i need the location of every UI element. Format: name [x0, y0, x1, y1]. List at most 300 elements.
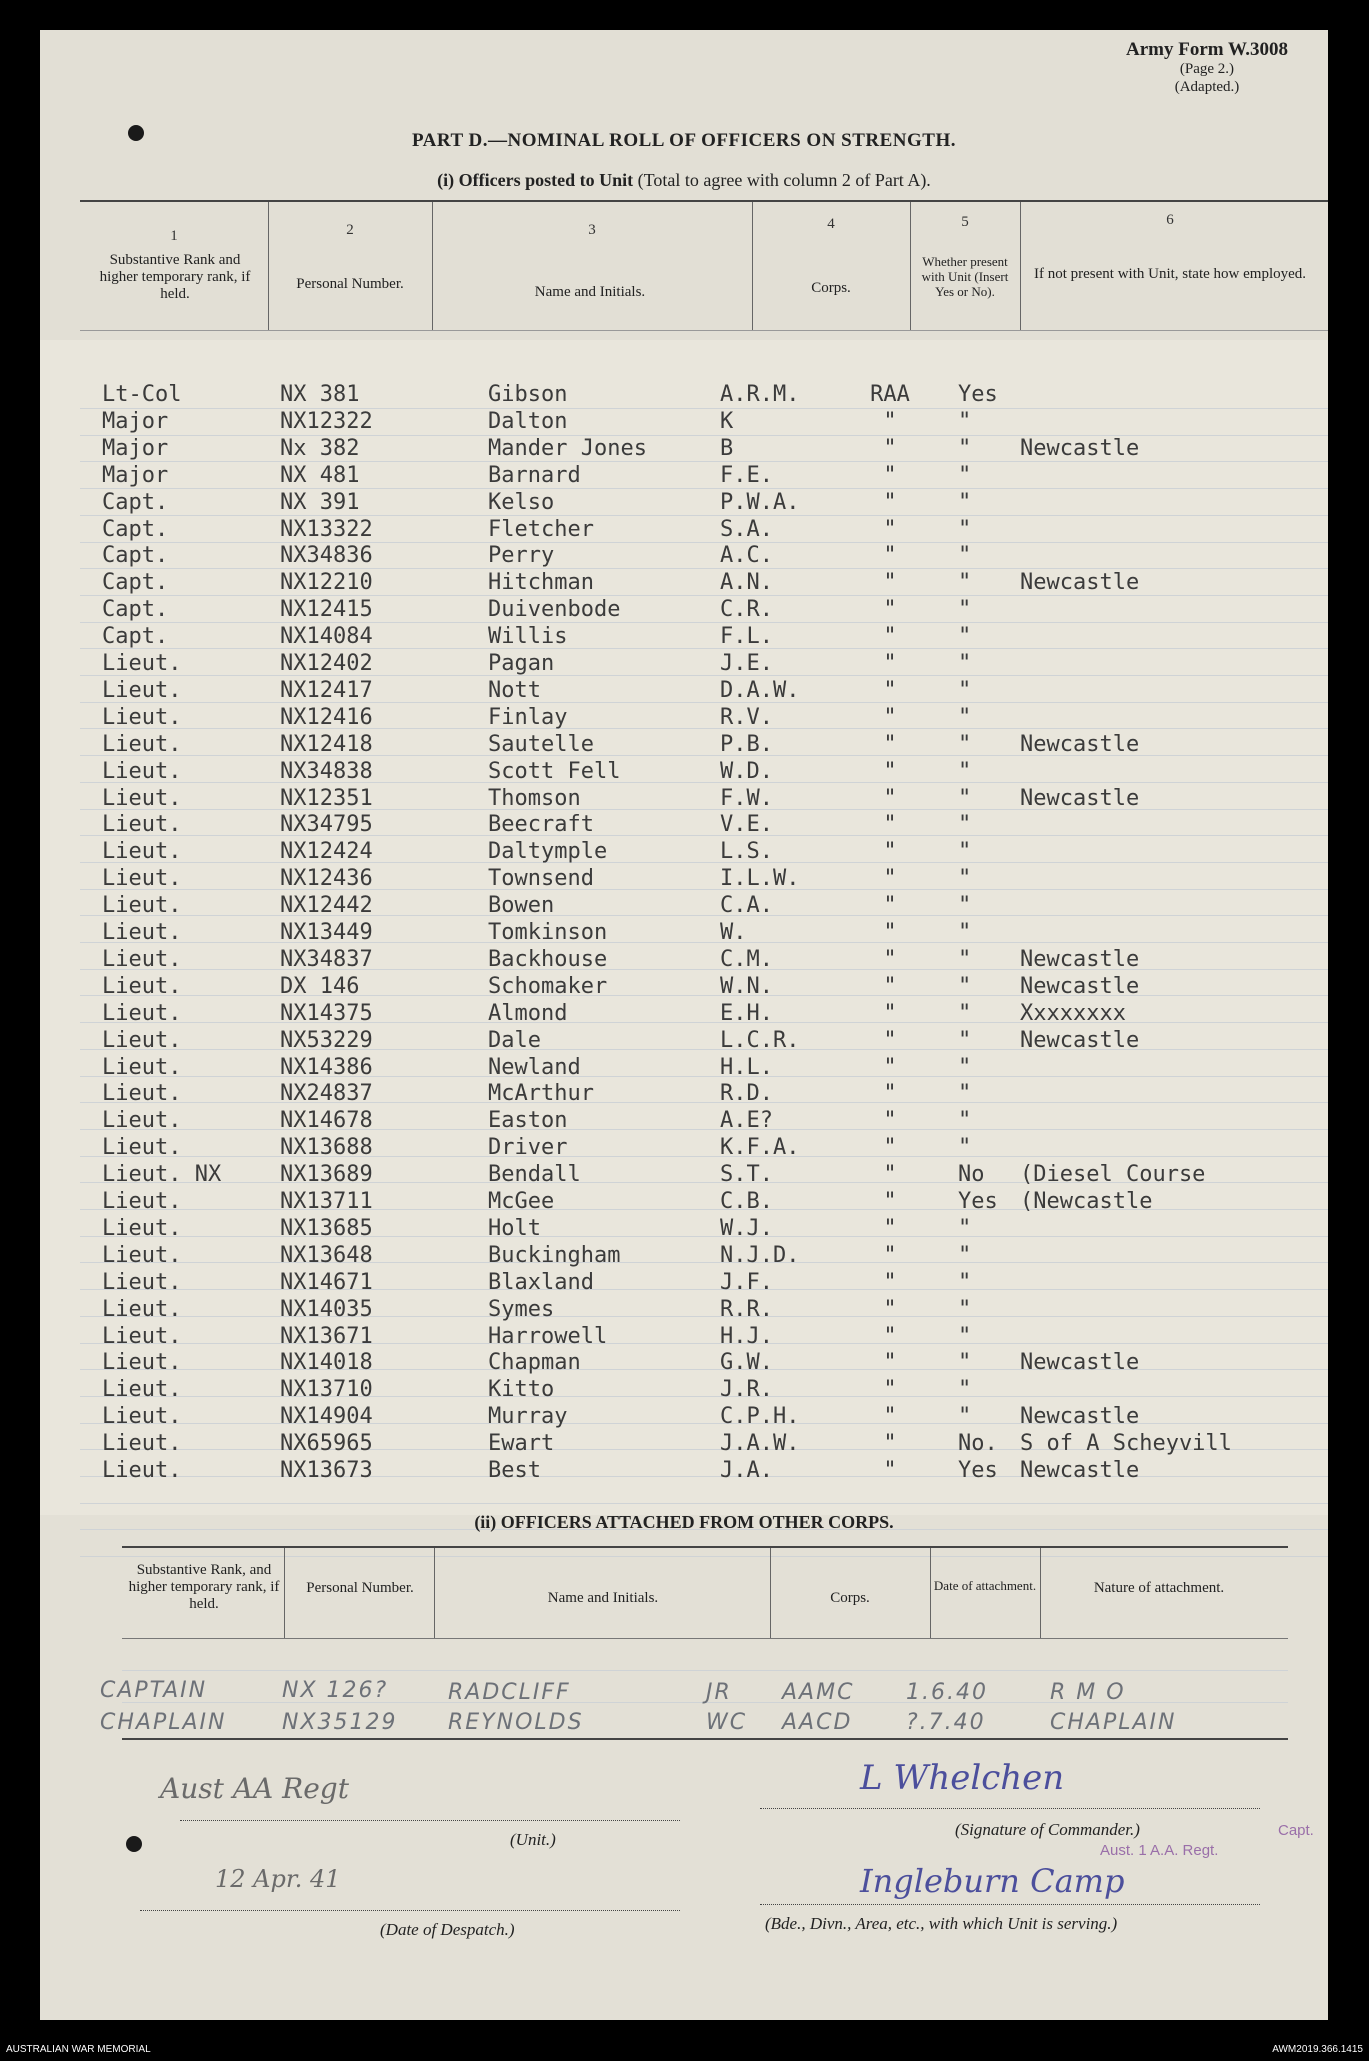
cell-name: Holt [488, 1215, 541, 1241]
cell-corps: RAA [870, 382, 910, 407]
cell-employed: S of A Scheyvill [1020, 1431, 1232, 1457]
cell-number: NX 481 [280, 462, 360, 488]
cell-present: " [958, 839, 972, 865]
cell-corps: " [883, 1189, 897, 1214]
cell-corps: " [883, 677, 897, 703]
cell-number: NX12351 [280, 785, 373, 811]
cell-name: Newland [488, 1054, 581, 1080]
table-row [40, 920, 1328, 947]
cell-corps: " [883, 812, 897, 838]
cell-name: Bowen [488, 893, 555, 919]
cell-rank: Lieut. [102, 704, 182, 730]
cell-rank: Lieut. [102, 1027, 182, 1053]
cell-corps: " [883, 1350, 897, 1376]
cell-present: " [958, 651, 972, 676]
cell-corps: " [883, 785, 897, 811]
cell-corps: " [883, 624, 897, 650]
table-row [40, 759, 1328, 786]
cell-present: Yes [958, 1458, 998, 1483]
cell-name: Chapman [488, 1350, 581, 1376]
cell-employed: Xxxxxxxx [1020, 1000, 1126, 1026]
cell-present: " [958, 946, 972, 972]
cell-employed: Newcastle [1020, 946, 1140, 972]
cell-number: NX65965 [280, 1431, 373, 1457]
cell-present: " [958, 570, 972, 596]
table-row [40, 1297, 1328, 1324]
cell-present: " [958, 462, 972, 488]
cell-initials: R.V. [720, 704, 773, 730]
cell-name: Duivenbode [488, 597, 621, 623]
cell-rank: Lieut. [102, 1269, 182, 1295]
cell-rank: Lieut. [102, 1135, 182, 1161]
cell-rank: Lieut. [102, 893, 182, 919]
s2-row2-name: REYNOLDS [448, 1710, 584, 1735]
cell-number: NX13710 [280, 1377, 373, 1403]
part-subtitle [40, 170, 1328, 191]
cell-present: " [958, 624, 972, 650]
table-row [40, 1108, 1328, 1135]
location-handwritten: Ingleburn Camp [860, 1862, 1125, 1900]
cell-name: Willis [488, 624, 568, 650]
table-row [40, 1270, 1328, 1297]
table-row [40, 1162, 1328, 1189]
cell-name: Dale [488, 1027, 541, 1053]
section2-header-rule [122, 1638, 1288, 1639]
cell-name: Blaxland [488, 1269, 594, 1295]
cell-present: " [958, 812, 972, 838]
cell-rank: Lieut. [102, 839, 182, 865]
cell-initials: S.T. [720, 1162, 773, 1188]
cell-name: Kitto [488, 1377, 555, 1403]
s2-row2-corps: AACD [782, 1710, 853, 1735]
cell-present: " [958, 785, 972, 811]
cell-initials: C.R. [720, 597, 773, 623]
cell-present: " [958, 1054, 972, 1080]
unit-caption: (Unit.) [510, 1830, 556, 1849]
cell-corps: " [883, 1081, 897, 1107]
signature-caption: (Signature of Commander.) [955, 1820, 1140, 1839]
cell-initials: C.P.H. [720, 1404, 800, 1430]
cell-corps: " [883, 1108, 897, 1134]
cell-present: " [958, 758, 972, 784]
col-2-number: 2 [346, 222, 354, 238]
punch-hole [126, 1836, 142, 1852]
cell-rank: Lieut. [102, 651, 182, 676]
cell-initials: B [720, 435, 734, 461]
cell-rank: Lieut. [102, 1350, 182, 1376]
table-row [40, 1081, 1328, 1108]
cell-present: " [958, 973, 972, 999]
cell-present: No [958, 1162, 985, 1188]
cell-corps: " [883, 597, 897, 623]
cell-initials: G.W. [720, 1350, 773, 1376]
table-row [40, 974, 1328, 1001]
cell-present: " [958, 1108, 972, 1134]
cell-number: NX12416 [280, 704, 373, 730]
cell-corps: " [883, 1135, 897, 1161]
cell-name: Daltymple [488, 839, 608, 865]
cell-initials: J.E. [720, 651, 773, 676]
table-row [40, 490, 1328, 517]
cell-present: " [958, 1242, 972, 1268]
cell-rank: Lieut. [102, 1323, 182, 1349]
cell-employed: Newcastle [1020, 1027, 1140, 1053]
cell-present: " [958, 1081, 972, 1107]
cell-employed: Newcastle [1020, 973, 1140, 999]
cell-employed: Newcastle [1020, 731, 1140, 757]
cell-present: " [958, 893, 972, 919]
punch-hole [128, 125, 144, 141]
cell-name: Fletcher [488, 516, 594, 542]
cell-initials: H.L. [720, 1054, 773, 1080]
subtitle-rest: (Total to agree with column 2 of Part A). [637, 170, 931, 190]
cell-rank: Major [102, 435, 169, 461]
s2-col-rank: Substantive Rank, and higher temporary rank, if held. [128, 1562, 280, 1612]
s2-col-divider [770, 1548, 771, 1638]
cell-name: Easton [488, 1108, 568, 1134]
cell-employed: (Diesel Course [1020, 1162, 1206, 1188]
table-row [40, 1055, 1328, 1082]
s2-row1-corps: AAMC [782, 1680, 855, 1705]
cell-present: " [958, 516, 972, 542]
cell-rank: Lieut. [102, 1377, 182, 1403]
cell-name: Beecraft [488, 812, 594, 838]
cell-rank: Lieut. [102, 758, 182, 784]
table-row [40, 1135, 1328, 1162]
s2-col-date: Date of attachment. [933, 1578, 1037, 1593]
s2-row1-rank: CAPTAIN [100, 1678, 208, 1703]
cell-present: Yes [958, 1189, 998, 1214]
cell-number: DX 146 [280, 973, 360, 999]
cell-present: Yes [958, 382, 998, 407]
cell-rank: Lieut. [102, 866, 182, 892]
cell-present: " [958, 1135, 972, 1161]
cell-number: NX14375 [280, 1000, 373, 1026]
cell-number: NX12417 [280, 677, 373, 703]
cell-present: " [958, 435, 972, 461]
cell-present: " [958, 1377, 972, 1403]
cell-corps: " [883, 866, 897, 892]
cell-present: " [958, 920, 972, 945]
form-name: Army Form W.3008 [1125, 39, 1288, 60]
table-row [40, 1324, 1328, 1351]
cell-initials: V.E. [720, 812, 773, 838]
s2-row1-name: RADCLIFF [448, 1680, 571, 1705]
table-row [40, 624, 1328, 651]
form-page-number: (Page 2.) [1179, 61, 1235, 77]
cell-number: NX13711 [280, 1189, 373, 1214]
cell-initials: K [720, 408, 734, 434]
cell-name: Tomkinson [488, 920, 608, 945]
cell-employed: Newcastle [1020, 1458, 1140, 1483]
date-dotted-line [140, 1910, 680, 1912]
cell-rank: Lieut. [102, 946, 182, 972]
cell-initials: C.B. [720, 1189, 773, 1214]
cell-initials: W. [720, 920, 747, 945]
cell-corps: " [883, 731, 897, 757]
cell-initials: P.B. [720, 731, 773, 757]
cell-number: NX12415 [280, 597, 373, 623]
cell-rank: Lieut. [102, 731, 182, 757]
cell-present: " [958, 866, 972, 892]
cell-rank: Major [102, 408, 169, 434]
cell-number: NX53229 [280, 1027, 373, 1053]
cell-initials: K.F.A. [720, 1135, 800, 1161]
cell-corps: " [883, 651, 897, 676]
cell-name: Sautelle [488, 731, 594, 757]
table-row [40, 1458, 1328, 1485]
cell-rank: Lieut. [102, 1215, 182, 1241]
table-row [40, 1350, 1328, 1377]
cell-rank: Lieut. [102, 1296, 182, 1322]
cell-initials: W.D. [720, 758, 773, 784]
unit-handwritten: Aust AA Regt [160, 1772, 349, 1805]
table-row [40, 382, 1328, 409]
cell-number: NX34837 [280, 946, 373, 972]
section2-top-rule [122, 1546, 1288, 1548]
cell-present: " [958, 489, 972, 515]
cell-rank: Lieut. [102, 1458, 182, 1483]
cell-rank: Lieut. [102, 1054, 182, 1080]
table-row [40, 839, 1328, 866]
table-row [40, 1243, 1328, 1270]
cell-corps: " [883, 704, 897, 730]
cell-present: " [958, 597, 972, 623]
cell-present: " [958, 677, 972, 703]
cell-rank: Lieut. [102, 785, 182, 811]
cell-rank: Lieut. [102, 1189, 182, 1214]
cell-initials: J.A.W. [720, 1431, 800, 1457]
cell-corps: " [883, 973, 897, 999]
col-3-number: 3 [588, 222, 596, 238]
col-6-number: 6 [1166, 212, 1174, 228]
s2-row1-number: NX 126? [282, 1678, 389, 1703]
cell-present: " [958, 1404, 972, 1430]
despatch-date-handwritten: 12 Apr. 41 [215, 1865, 341, 1893]
cell-name: Harrowell [488, 1323, 608, 1349]
cell-name: Ewart [488, 1431, 555, 1457]
cell-corps: " [883, 489, 897, 515]
cell-rank: Lieut. [102, 1242, 182, 1268]
cell-number: NX13322 [280, 516, 373, 542]
table-row [40, 678, 1328, 705]
cell-name: Perry [488, 543, 555, 569]
s2-row1-initials: JR [706, 1680, 732, 1705]
table-row [40, 597, 1328, 624]
cell-name: Dalton [488, 408, 568, 434]
cell-corps: " [883, 1000, 897, 1026]
cell-corps: " [883, 1027, 897, 1053]
cell-initials: P.W.A. [720, 489, 800, 515]
cell-number: NX14035 [280, 1296, 373, 1322]
cell-present: " [958, 1350, 972, 1376]
table-row [40, 866, 1328, 893]
cell-rank: Lieut. [102, 812, 182, 838]
cell-number: NX13671 [280, 1323, 373, 1349]
cell-corps: " [883, 1054, 897, 1080]
cell-rank: Lieut. NX [102, 1162, 222, 1188]
cell-initials: R.R. [720, 1296, 773, 1322]
cell-initials: L.C.R. [720, 1027, 800, 1053]
table-row [40, 1377, 1328, 1404]
cell-number: NX34836 [280, 543, 373, 569]
cell-initials: H.J. [720, 1323, 773, 1349]
cell-name: Nott [488, 677, 541, 703]
s2-row2-initials: WC [706, 1710, 748, 1735]
cell-present: " [958, 1269, 972, 1295]
cell-number: NX14904 [280, 1404, 373, 1430]
location-caption: (Bde., Divn., Area, etc., with which Unit is serving.) [765, 1914, 1118, 1933]
table-row [40, 1431, 1328, 1458]
cell-initials: F.W. [720, 785, 773, 811]
cell-corps: " [883, 1269, 897, 1295]
cell-employed: Newcastle [1020, 1350, 1140, 1376]
col-1-number: 1 [170, 228, 178, 244]
cell-rank: Lieut. [102, 920, 182, 945]
cell-corps: " [883, 1162, 897, 1188]
cell-number: NX12210 [280, 570, 373, 596]
s2-col-divider [434, 1548, 435, 1638]
form-adapted-note: (Adapted.) [1174, 79, 1240, 95]
table-row [40, 436, 1328, 463]
cell-number: NX34838 [280, 758, 373, 784]
cell-corps: " [883, 1404, 897, 1430]
cell-name: Symes [488, 1296, 555, 1322]
table-row [40, 463, 1328, 490]
cell-number: NX12424 [280, 839, 373, 865]
cell-corps: " [883, 543, 897, 569]
cell-present: " [958, 543, 972, 569]
cell-corps: " [883, 1431, 897, 1457]
form-page [40, 30, 1328, 2020]
cell-number: NX12402 [280, 651, 373, 676]
cell-number: NX13688 [280, 1135, 373, 1161]
s2-row2-number: NX35129 [282, 1710, 398, 1735]
cell-number: Nx 382 [280, 435, 360, 461]
table-row [40, 1001, 1328, 1028]
cell-rank: Lieut. [102, 1081, 182, 1107]
col-5-number: 5 [961, 214, 969, 230]
cell-name: Backhouse [488, 946, 608, 972]
commander-signature: L Whelchen [860, 1758, 1065, 1798]
cell-number: NX12418 [280, 731, 373, 757]
cell-present: " [958, 1027, 972, 1053]
s2-col-corps: Corps. [830, 1590, 870, 1606]
cell-corps: " [883, 946, 897, 972]
header-bottom-rule [80, 330, 1328, 331]
table-row [40, 517, 1328, 544]
cell-corps: " [883, 1323, 897, 1349]
table-row [40, 705, 1328, 732]
table-row [40, 893, 1328, 920]
cell-corps: " [883, 839, 897, 865]
cell-employed: Newcastle [1020, 435, 1140, 461]
s2-row2-rank: CHAPLAIN [100, 1710, 227, 1735]
cell-number: NX14386 [280, 1054, 373, 1080]
cell-initials: F.E. [720, 462, 773, 488]
s2-col-divider [930, 1548, 931, 1638]
cell-rank: Lieut. [102, 1404, 182, 1430]
table-row [40, 409, 1328, 436]
cell-rank: Lieut. [102, 677, 182, 703]
cell-corps: " [883, 920, 897, 945]
cell-name: Schomaker [488, 973, 608, 999]
cell-initials: J.A. [720, 1458, 773, 1483]
cell-corps: " [883, 1377, 897, 1403]
cell-name: Kelso [488, 489, 555, 515]
officers-roll [40, 382, 1328, 1507]
cell-number: NX13685 [280, 1215, 373, 1241]
cell-rank: Lt-Col [102, 382, 182, 407]
date-caption: (Date of Despatch.) [380, 1920, 515, 1939]
cell-initials: W.J. [720, 1215, 773, 1241]
table-row [40, 1404, 1328, 1431]
cell-rank: Capt. [102, 489, 169, 515]
cell-rank: Lieut. [102, 1108, 182, 1134]
cell-corps: " [883, 1296, 897, 1322]
cell-number: NX24837 [280, 1081, 373, 1107]
s2-col-number: Personal Number. [306, 1580, 414, 1596]
s2-col-nature: Nature of attachment. [1093, 1580, 1225, 1596]
cell-name: Almond [488, 1000, 568, 1026]
cell-initials: J.R. [720, 1377, 773, 1403]
cell-rank: Lieut. [102, 1000, 182, 1026]
cell-number: NX13449 [280, 920, 373, 945]
cell-corps: " [883, 1242, 897, 1268]
stamp-rank: Capt. [1278, 1822, 1314, 1839]
location-dotted-line [760, 1904, 1260, 1906]
cell-number: NX14018 [280, 1350, 373, 1376]
footer-institution: AUSTRALIAN WAR MEMORIAL [6, 2044, 151, 2055]
cell-initials: J.F. [720, 1269, 773, 1295]
cell-initials: A.N. [720, 570, 773, 596]
s2-row1-nature: R M O [1050, 1680, 1126, 1705]
cell-name: Scott Fell [488, 758, 621, 784]
cell-corps: " [883, 1458, 897, 1483]
cell-number: NX13648 [280, 1242, 373, 1268]
cell-name: Pagan [488, 651, 555, 676]
cell-present: " [958, 1000, 972, 1026]
s2-row2-nature: CHAPLAIN [1050, 1710, 1177, 1735]
cell-name: Buckingham [488, 1242, 621, 1268]
cell-present: " [958, 704, 972, 730]
cell-name: Hitchman [488, 570, 594, 596]
cell-corps: " [883, 435, 897, 461]
cell-rank: Major [102, 462, 169, 488]
table-row [40, 570, 1328, 597]
cell-name: Finlay [488, 704, 568, 730]
cell-name: McGee [488, 1189, 555, 1214]
col-3-heading: Name and Initials. [534, 284, 646, 300]
cell-initials: D.A.W. [720, 677, 800, 703]
unit-dotted-line [180, 1820, 680, 1822]
cell-initials: F.L. [720, 624, 773, 650]
footer-accession: AWM2019.366.1415 [1272, 2044, 1363, 2055]
cell-number: NX13673 [280, 1458, 373, 1483]
cell-number: NX13689 [280, 1162, 373, 1188]
cell-corps: " [883, 758, 897, 784]
cell-employed: (Newcastle [1020, 1189, 1153, 1214]
cell-name: Murray [488, 1404, 568, 1430]
cell-rank: Capt. [102, 516, 169, 542]
cell-number: NX 391 [280, 489, 360, 515]
cell-initials: S.A. [720, 516, 773, 542]
table-row [40, 1189, 1328, 1216]
cell-corps: " [883, 893, 897, 919]
s2-ruled-line [122, 1670, 1288, 1671]
table-row [40, 543, 1328, 570]
s2-col-divider [1040, 1548, 1041, 1638]
